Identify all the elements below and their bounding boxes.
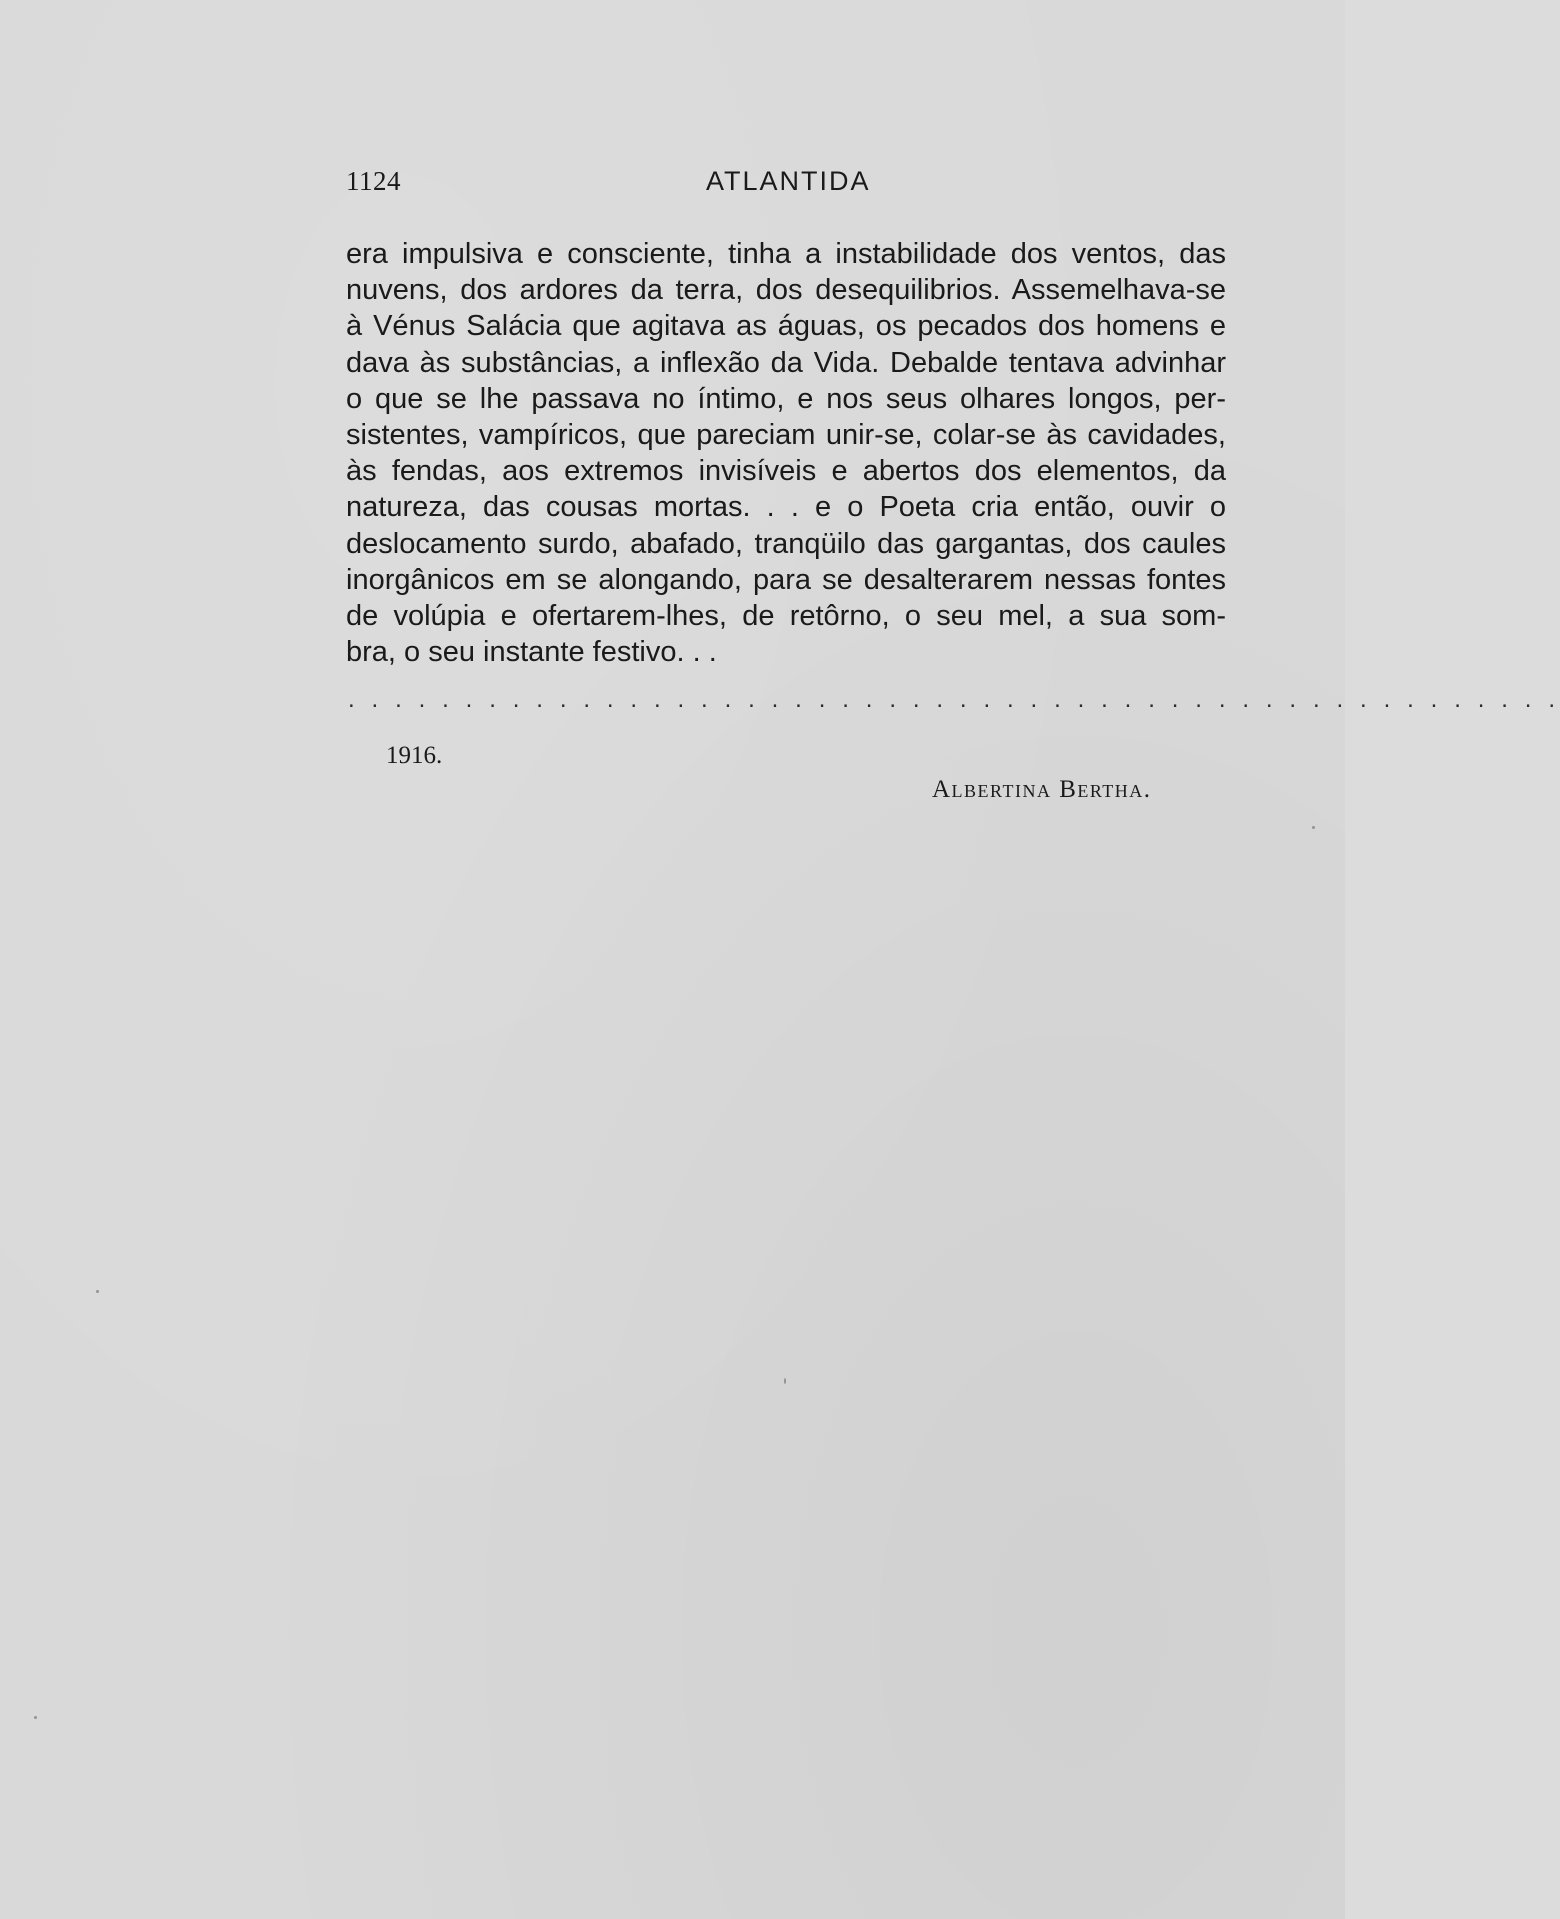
date-line: 1916. <box>386 742 443 769</box>
page-header <box>346 166 871 202</box>
text-line: de volúpia e ofertarem-lhes, de retôrno, o seu mel, a sua som- <box>346 600 1226 633</box>
paper-speck <box>34 1716 37 1719</box>
text-line: natureza, das cousas mortas. . . e o Poeta cria então, ouvir o <box>346 491 1226 524</box>
running-title: ATLANTIDA <box>706 166 871 196</box>
page-number: 1124 <box>346 166 401 196</box>
text-line: dava às substâncias, a inflexão da Vida. Debalde tentava advinhar <box>346 346 1226 379</box>
text-line: era impulsiva e consciente, tinha a instabilidade dos ventos, das <box>346 238 1226 270</box>
text-line: o que se lhe passava no íntimo, e nos seus olhares longos, per- <box>346 382 1226 415</box>
author-signature: Albertina Bertha. <box>932 776 1152 803</box>
text-line: deslocamento surdo, abafado, tranqüilo das gargantas, dos caules <box>346 527 1226 560</box>
paper-speck <box>1312 826 1315 829</box>
text-line: inorgânicos em se alongando, para se desalterarem nessas fontes <box>346 563 1226 596</box>
text-line: às fendas, aos extremos invisíveis e abertos dos elementos, da <box>346 455 1226 488</box>
text-line: sistentes, vampíricos, que pareciam unir-se, colar-se às cavidades, <box>346 419 1226 452</box>
paper-speck <box>784 1378 786 1384</box>
text-line: bra, o seu instante festivo. . . <box>346 636 717 669</box>
body-paragraph <box>346 236 1226 670</box>
paper-speck <box>96 1290 99 1293</box>
text-line: nuvens, dos ardores da terra, dos desequilibrios. Assemelhava-se <box>346 274 1226 307</box>
text-line: à Vénus Salácia que agitava as águas, os pecados dos homens e <box>346 310 1226 343</box>
dotted-separator: . . . . . . . . . . . . . . . . . . . . . . . . . . . . . . . . . . . . . . . . . . . . . . . . . . . . <box>348 686 1560 713</box>
